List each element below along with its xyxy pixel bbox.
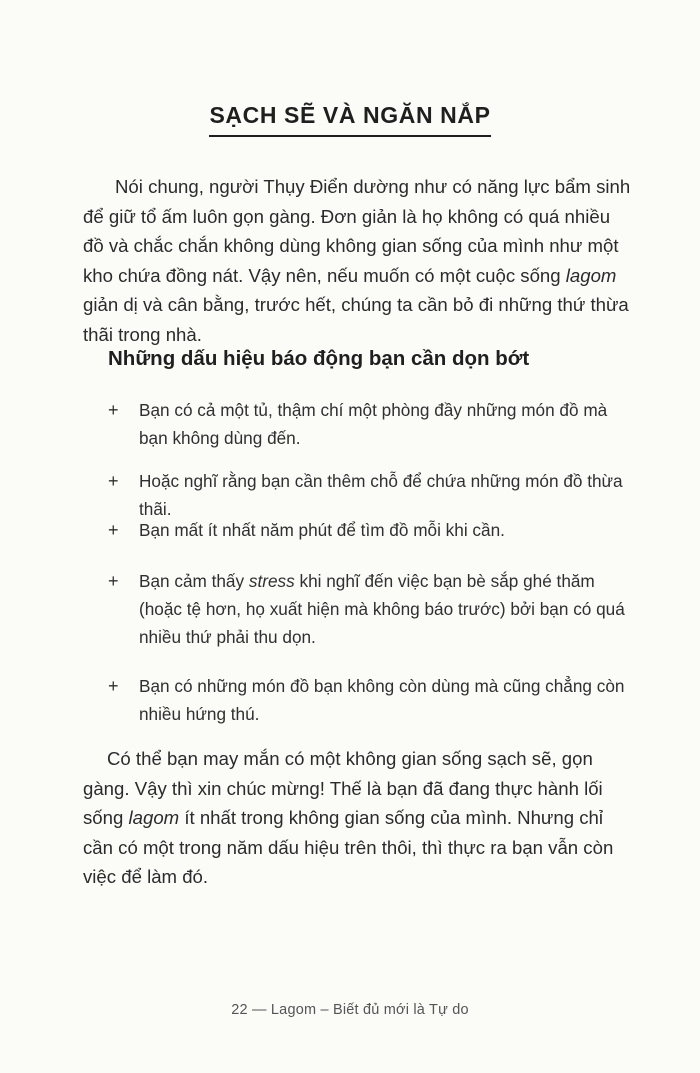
plus-bullet-icon: + [108,471,119,491]
outro-italic-term: lagom [128,807,180,828]
bullet-text: Bạn có cả một tủ, thậm chí một phòng đầy những món đồ mà bạn không dùng đến. [139,400,608,448]
bullet-text: Hoặc nghĩ rằng bạn cần thêm chỗ để chứa những món đồ thừa thãi. [139,471,623,519]
plus-bullet-icon: + [108,400,119,420]
section-heading: Những dấu hiệu báo động bạn cần dọn bớt [108,347,530,370]
outro-text-1: Có thể bạn may mắn có một không gian sống sạch sẽ, gọn gàng. Vậy thì xin chúc mừng! Thế là bạn đã đang thực hành lối sống [83,748,603,828]
plus-bullet-icon: + [108,571,119,591]
intro-paragraph [83,172,631,349]
bullet-text [139,567,629,651]
intro-text-1: Nói chung, người Thụy Điển dường như có năng lực bẩm sinh để giữ tổ ấm luôn gọn gàng. Đơn giản là họ không có quá nhiều đồ và chắc chắn không dùng không gian sống của mình như một kho chứa đồng nát. Vậy nên, nếu muốn có một cuộc sống [83,176,631,286]
intro-text-2: giản dị và cân bằng, trước hết, chúng ta cần bỏ đi những thứ thừa thãi trong nhà. [83,294,629,345]
bullet-text-after: khi nghĩ đến việc bạn bè sắp ghé thăm (hoặc tệ hơn, họ xuất hiện mà không báo trước) bởi bạn có quá nhiều thứ phải thu dọn. [139,571,625,647]
page-footer: 22 — Lagom – Biết đủ mới là Tự do [231,1002,469,1018]
outro-text-2: ít nhất trong không gian sống của mình. Nhưng chỉ cần có một trong năm dấu hiệu trên thôi, thì thực ra bạn vẫn còn việc để làm đó. [83,807,614,887]
outro-paragraph [83,744,631,892]
intro-italic-term: lagom [565,264,617,286]
bullet-text-before: Bạn cảm thấy [139,571,249,591]
plus-bullet-icon: + [108,676,119,696]
bullet-text: Bạn có những món đồ bạn không còn dùng mà cũng chẳng còn nhiều hứng thú. [139,676,625,724]
chapter-title: SẠCH SẼ VÀ NGĂN NẮP [209,102,490,137]
bullet-italic-term: stress [248,571,295,591]
bullet-text: Bạn mất ít nhất năm phút để tìm đồ mỗi khi cần. [139,520,505,540]
title-container [0,102,700,137]
plus-bullet-icon: + [108,520,119,540]
